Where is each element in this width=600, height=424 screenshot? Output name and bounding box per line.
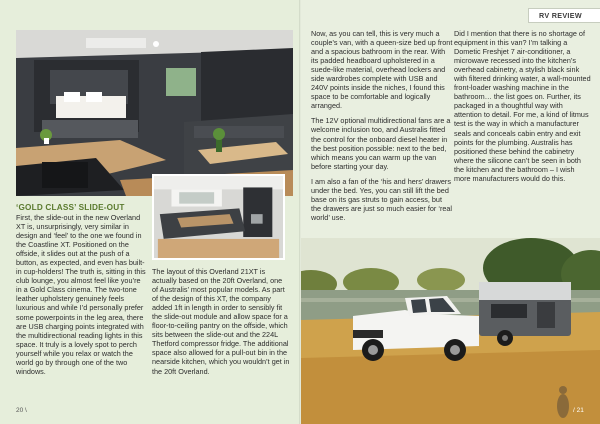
paragraph: Now, as you can tell, this is very much a couple’s van, with a queen-size bed up front and a spacious bathroom in the rear. With its padded headboard upholstered in a suede-like material, overhead lockers and side wardrobes complete with USB and 240V points inside the niches, I found this space to be comfortable and logically arranged. [311, 29, 453, 111]
paragraph: Did I mention that there is no shortage of equipment in this van? I’m talking a Dometic Freshjet 7 air-conditioner, a microwave recessed into the kitchen’s overhead cabinetry, a stylish black sink with filtered drinking water, a wall-mounted front-loader washing machine in the bathroom… the list goes on. Further, its packaged in a thoughtful way with attention to detail. For me, a kind of litmus test is the way in which a manufacturer seals and conceals cabin entry and exit points for the plumbing. Australis has positioned these behind the cabinetry where the silicone can’t be seen in both the kitchen and the bathroom – I wish more manufacturers would do this. [454, 29, 591, 183]
section-heading: ‘GOLD CLASS’ SLIDE-OUT [16, 203, 125, 212]
column-2-text [152, 267, 290, 376]
interior-photo-kitchen-lounge [16, 30, 293, 196]
folio-right: / 21 [573, 407, 584, 414]
inset-photo-slide-out-lounge [152, 174, 285, 260]
column-3-text [311, 29, 454, 222]
paragraph: The 12V optional multidirectional fans are a welcome inclusion too, and Australis fitted the control for the onboard diesel heater in the best position possible: next to the bed, which means you can warm up the van before starting your day. [311, 116, 451, 171]
column-1-text [16, 213, 148, 376]
outdoor-photo-ute-towing-caravan [301, 238, 600, 424]
paragraph: The layout of this Overland 21XT is actually based on the 20ft Overland, one of Australis’ most popular models. As part of the design of this XT, the company added 1ft in length in order to sensibly fit the slide-out module and allow space for a floor-to-ceiling pantry on the offside, which sits between the slide-out and the 224L Thetford compressor fridge. The additional space also allowed for a pull-out bin in the nearside kitchen, which you wouldn’t get in the 20ft Overland. [152, 267, 290, 376]
paragraph: I am also a fan of the ‘his and hers’ drawers under the bed. Yes, you can still lift the bed base on its gas struts to gain access, but the drawers are just so much easier for ‘real world’ use. [311, 176, 453, 222]
column-4-text [454, 29, 592, 183]
section-tag: RV REVIEW [528, 8, 600, 23]
paragraph: First, the slide-out in the new Overland XT is, unsurprisingly, very similar in design and ‘feel’ to the one we found in the Coastline XT. Positioned on the offside, it slides out at the push of a button, as expected, and even has built-in cup-holders! The truth is, sitting in this club lounge, you almost feel like you’re in a Gold Class cinema. The two-tone leather upholstery genuinely feels luxurious and while I’d personally prefer some powerpoints in the leg area, there are USB charging points integrated with the multidirectional reading lights in this space. It truly is a lovely spot to perch yourself while you relax or watch the world go by through one of the two windows. [16, 213, 146, 376]
folio-left: 20 \ [16, 407, 27, 414]
